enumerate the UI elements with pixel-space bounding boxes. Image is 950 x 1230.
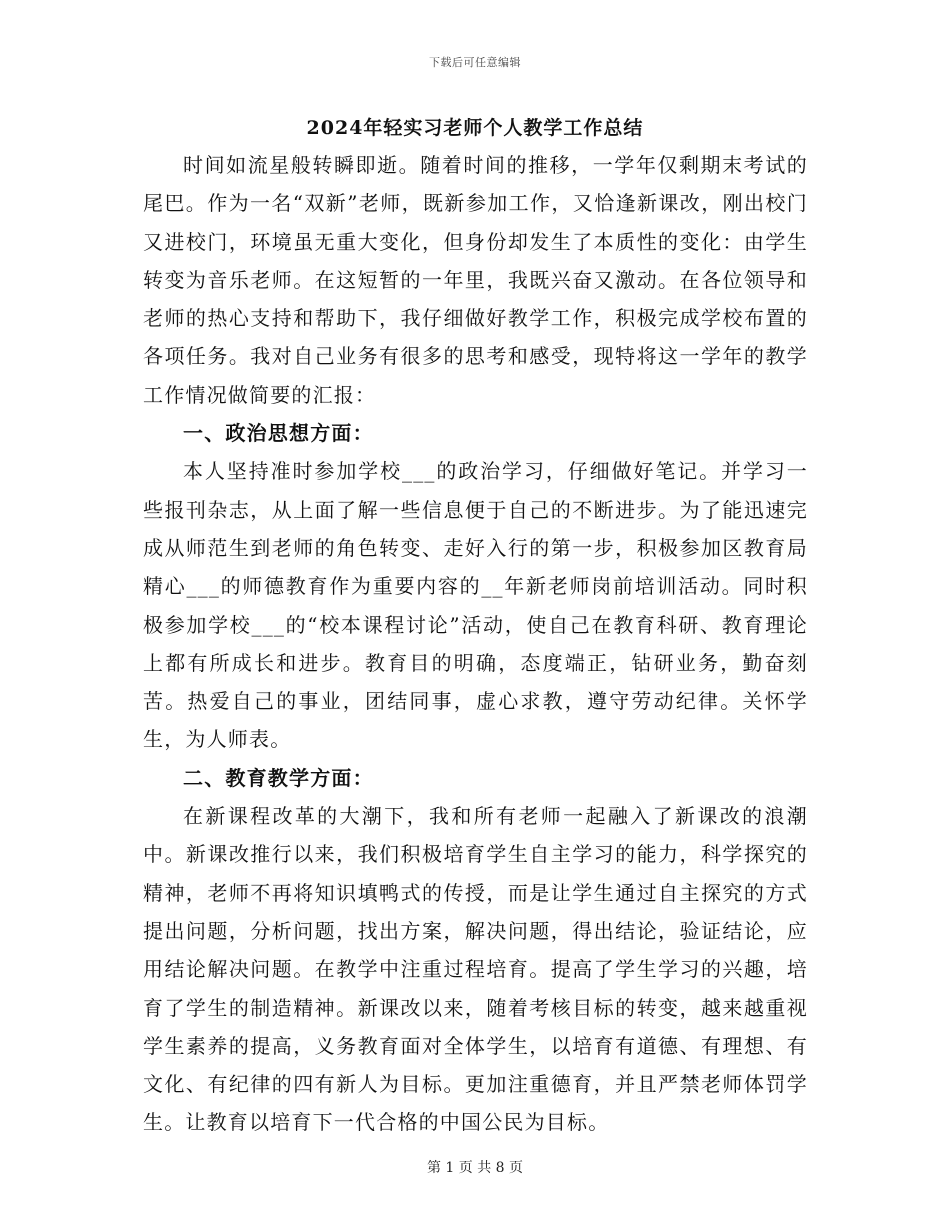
politics-paragraph: 本人坚持准时参加学校___的政治学习，仔细做好笔记。并学习一些报刊杂志，从上面了解一些信息便于自己的不断进步。为了能迅速完成从师范生到老师的角色转变、走好入行的第一步，积极参加区教育局精心___的师德教育作为重要内容的__年新老师岗前培训活动。同时积极参加学校___的“校本课程讨论”活动，使自己在教育科研、教育理论上都有所成长和进步。教育目的明确，态度端正，钻研业务，勤奋刻苦。热爱自己的事业，团结同事，虚心求教，遵守劳动纪律。关怀学生，为人师表。 — [143, 459, 808, 752]
section-heading-politics: 一、政治思想方面： — [183, 421, 374, 446]
document-body — [143, 146, 808, 1142]
intro-paragraph: 时间如流星般转瞬即逝。随着时间的推移，一学年仅剩期末考试的尾巴。作为一名“双新”老师，既新参加工作，又恰逢新课改，刚出校门又进校门，环境虽无重大变化，但身份却发生了本质性的变化：由学生转变为音乐老师。在这短暂的一年里，我既兴奋又激动。在各位领导和老师的热心支持和帮助下，我仔细做好教学工作，积极完成学校布置的各项任务。我对自己业务有很多的思考和感受，现特将这一学年的教学工作情况做简要的汇报： — [143, 153, 808, 407]
section-heading-teaching: 二、教育教学方面： — [183, 765, 374, 790]
header-note: 下载后可任意编辑 — [429, 56, 521, 69]
document-title: 2024年轻实习老师个人教学工作总结 — [306, 117, 644, 139]
teaching-paragraph: 在新课程改革的大潮下，我和所有老师一起融入了新课改的浪潮中。新课改推行以来，我们积极培育学生自主学习的能力，科学探究的精神，老师不再将知识填鸭式的传授，而是让学生通过自主探究的方式提出问题，分析问题，找出方案，解决问题，得出结论，验证结论，应用结论解决问题。在教学中注重过程培育。提高了学生学习的兴趣，培育了学生的制造精神。新课改以来，随着考核目标的转变，越来越重视学生素养的提高，义务教育面对全体学生，以培育有道德、有理想、有文化、有纪律的四有新人为目标。更加注重德育，并且严禁老师体罚学生。让教育以培育下一代合格的中国公民为目标。 — [143, 804, 808, 1135]
page-number: 第 1 页 共 8 页 — [426, 1160, 524, 1176]
